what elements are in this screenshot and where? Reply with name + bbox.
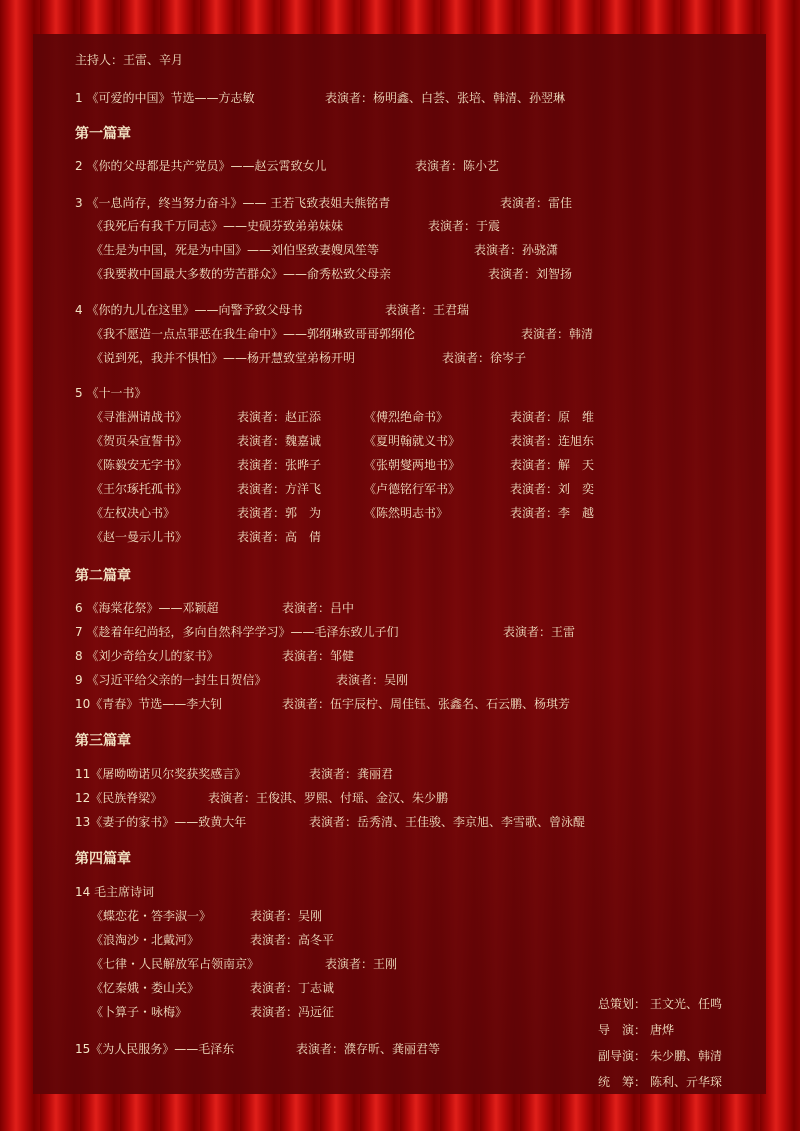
performers-9: 表演者：吴刚	[336, 673, 409, 687]
credit-names: 唐烨	[650, 1023, 675, 1037]
performers-3b: 表演者：于震	[428, 219, 501, 233]
performers-12: 表演者：王俊淇、罗熙、付瑶、金汉、朱少鹏	[208, 791, 449, 805]
program-item-3c: 《生是为中国，死是为中国》——刘伯坚致妻嫂凤笙等	[91, 243, 380, 257]
program-item-15: 15《为人民服务》——毛泽东	[75, 1042, 235, 1056]
section-title-1: 第一篇章	[75, 126, 131, 142]
program-item-9: 9 《习近平给父亲的一封生日贺信》	[75, 673, 267, 687]
program-item-13: 13《妻子的家书》——致黄大年	[75, 815, 247, 829]
letter-performer-r5: 表演者：李 越	[510, 506, 595, 520]
letter-performer-l6: 表演者：高 倩	[237, 530, 322, 544]
program-item-12: 12《民族脊梁》	[75, 791, 163, 805]
performers-6: 表演者：吕中	[282, 601, 355, 615]
hosts-line: 主持人：王雷、辛月	[75, 53, 184, 67]
program-item-11: 11《屠呦呦诺贝尔奖获奖感言》	[75, 767, 247, 781]
program-item-4b: 《我不愿造一点点罪恶在我生命中》——郭纲琳致哥哥郭纲伦	[91, 327, 416, 341]
credit-role: 导 演：	[598, 1023, 647, 1037]
credit-names: 朱少鹏、韩清	[650, 1049, 723, 1063]
letter-performer-r4: 表演者：刘 奕	[510, 482, 595, 496]
letter-title-l5: 《左权决心书》	[91, 506, 176, 520]
credit-chief-planner	[598, 996, 722, 1012]
letter-performer-r2: 表演者：连旭东	[510, 434, 595, 448]
program-item-3b: 《我死后有我千万同志》——史砚芬致弟弟妹妹	[91, 219, 344, 233]
performers-14d: 表演者：丁志诚	[250, 981, 335, 995]
credit-coordinator	[598, 1074, 722, 1090]
performers-15: 表演者：濮存昕、龚丽君等	[296, 1042, 441, 1056]
letter-title-l1: 《寻淮洲请战书》	[91, 410, 188, 424]
credit-names: 陈利、亓华琛	[650, 1075, 723, 1089]
performers-1: 表演者：杨明鑫、白荟、张培、韩清、孙翌琳	[325, 91, 566, 105]
performers-14b: 表演者：高冬平	[250, 933, 335, 947]
section-title-2: 第二篇章	[75, 568, 131, 584]
performers-8: 表演者：邹健	[282, 649, 355, 663]
program-item-1: 1 《可爱的中国》节选——方志敏	[75, 91, 255, 105]
program-item-14b: 《浪淘沙・北戴河》	[91, 933, 200, 947]
letter-performer-l4: 表演者：方洋飞	[237, 482, 322, 496]
letter-title-l2: 《贺页朵宣誓书》	[91, 434, 188, 448]
performers-4c: 表演者：徐岑子	[442, 351, 527, 365]
credit-names: 王文光、任鸣	[650, 997, 723, 1011]
section-title-4: 第四篇章	[75, 851, 131, 867]
performers-4b: 表演者：韩清	[521, 327, 594, 341]
program-item-6: 6 《海棠花祭》——邓颖超	[75, 601, 219, 615]
credit-director	[598, 1022, 674, 1038]
program-item-2: 2 《你的父母都是共产党员》——赵云霄致女儿	[75, 159, 327, 173]
letter-title-r3: 《张朝燮两地书》	[364, 458, 461, 472]
program-item-3a: 3 《一息尚存，终当努力奋斗》—— 王若飞致表姐夫熊铭青	[75, 196, 391, 210]
performers-4a: 表演者：王君瑞	[385, 303, 470, 317]
program-item-3d: 《我要救中国最大多数的劳苦群众》——俞秀松致父母亲	[91, 267, 392, 281]
letter-performer-l3: 表演者：张晔子	[237, 458, 322, 472]
program-item-14d: 《忆秦娥・娄山关》	[91, 981, 200, 995]
performers-10: 表演者：伍宇辰柠、周佳钰、张鑫名、石云鹏、杨琪芳	[282, 697, 571, 711]
letter-title-r5: 《陈然明志书》	[364, 506, 449, 520]
performers-11: 表演者：龚丽君	[309, 767, 394, 781]
program-item-10: 10《青春》节选——李大钊	[75, 697, 223, 711]
credit-role: 总策划：	[598, 997, 647, 1011]
performers-2: 表演者：陈小艺	[415, 159, 500, 173]
program-item-4c: 《说到死，我并不惧怕》——杨开慧致堂弟杨开明	[91, 351, 356, 365]
letter-title-l3: 《陈毅安无字书》	[91, 458, 188, 472]
program-item-8: 8 《刘少奇给女儿的家书》	[75, 649, 219, 663]
performers-3a: 表演者：雷佳	[500, 196, 573, 210]
performers-14e: 表演者：冯远征	[250, 1005, 335, 1019]
letter-performer-r3: 表演者：解 天	[510, 458, 595, 472]
program-item-4a: 4 《你的九儿在这里》——向警予致父母书	[75, 303, 303, 317]
program-item-14a: 《蝶恋花・答李淑一》	[91, 909, 212, 923]
performers-14a: 表演者：吴刚	[250, 909, 323, 923]
performers-7: 表演者：王雷	[503, 625, 576, 639]
credit-role: 副导演：	[598, 1049, 647, 1063]
letter-title-r2: 《夏明翰就义书》	[364, 434, 461, 448]
credit-role: 统 筹：	[598, 1075, 647, 1089]
program-item-14e: 《卜算子・咏梅》	[91, 1005, 188, 1019]
letter-title-r4: 《卢德铭行军书》	[364, 482, 461, 496]
letter-performer-l2: 表演者：魏嘉诚	[237, 434, 322, 448]
section-title-3: 第三篇章	[75, 733, 131, 749]
performers-3c: 表演者：孙骁潇	[474, 243, 559, 257]
program-item-7: 7 《趁着年纪尚轻，多向自然科学学习》——毛泽东致儿子们	[75, 625, 399, 639]
performers-3d: 表演者：刘智扬	[488, 267, 573, 281]
letter-performer-l5: 表演者：郭 为	[237, 506, 322, 520]
performers-14c: 表演者：王刚	[325, 957, 398, 971]
program-item-14: 14 毛主席诗词	[75, 885, 155, 899]
letter-performer-r1: 表演者：原 维	[510, 410, 595, 424]
letter-title-l4: 《王尔琢托孤书》	[91, 482, 188, 496]
letter-performer-l1: 表演者：赵正添	[237, 410, 322, 424]
program-item-14c: 《七律・人民解放军占领南京》	[91, 957, 260, 971]
letter-title-l6: 《赵一曼示儿书》	[91, 530, 188, 544]
letter-title-r1: 《傅烈绝命书》	[364, 410, 449, 424]
performers-13: 表演者：岳秀清、王佳骏、李京旭、李雪歌、曾泳醍	[309, 815, 586, 829]
program-item-5: 5 《十一书》	[75, 386, 147, 400]
credit-assistant-director	[598, 1048, 722, 1064]
